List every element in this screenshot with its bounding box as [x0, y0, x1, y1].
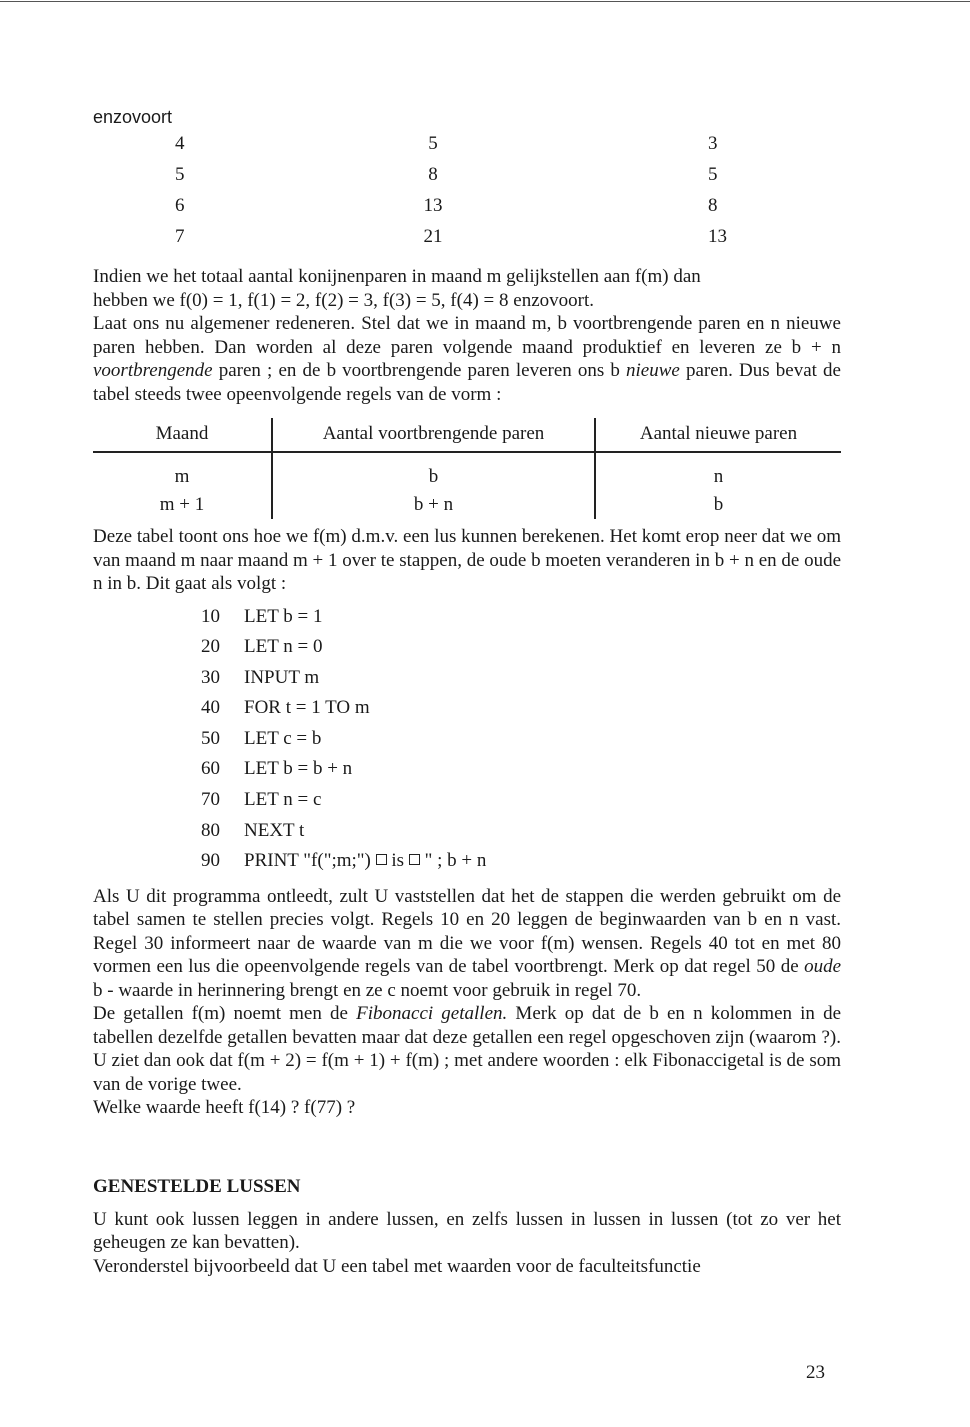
code-statement: LET n = 0 — [244, 636, 323, 658]
paragraph-general-part1: Laat ons nu algemener redeneren. Stel dat we in maand m, b voortbrengende paren en n nieuwe paren hebben. Dan worden al deze paren volgende maand produktief en leveren ze b + n — [93, 313, 841, 358]
code-statement: INPUT m — [244, 666, 320, 688]
code-line — [201, 758, 841, 789]
paragraph-fm-line2: hebben we f(0) = 1, f(1) = 2, f(2) = 3, f(3) = 5, f(4) = 8 enzovoort. — [93, 289, 594, 311]
code-statement: LET b = 1 — [244, 605, 323, 627]
line-number: 80 — [201, 819, 220, 841]
paragraph-nested: U kunt ook lussen leggen in andere lussen, en zelfs lussen in lussen in lussen (tot zo ver het geheugen ze kan bevatten). — [93, 1208, 841, 1254]
nieuw-value: 5 — [708, 164, 718, 185]
header-nieuw: Aantal nieuwe paren — [595, 418, 841, 452]
emphasis-fibonacci: Fibonacci getallen. — [356, 1003, 508, 1025]
nieuw-value: 13 — [708, 226, 727, 247]
voortbrengend-value: 21 — [423, 226, 443, 247]
line-number: 30 — [201, 666, 220, 688]
cell-nieuw: n — [713, 466, 724, 487]
code-line — [201, 850, 841, 881]
table-row — [93, 491, 841, 519]
header-maand: Maand — [93, 418, 272, 452]
line-number: 10 — [201, 605, 220, 627]
line-number: 60 — [201, 758, 220, 780]
code-line — [201, 636, 841, 667]
line-number: 20 — [201, 636, 220, 658]
paragraph-faculty: Veronderstel bijvoorbeeld dat U een tabel met waarden voor de faculteitsfunctie — [93, 1255, 701, 1277]
emphasis-nieuwe: nieuwe — [626, 360, 680, 381]
cell-voortbrengend: b + n — [272, 491, 595, 519]
pairs-table — [93, 418, 841, 519]
space-box-icon — [409, 854, 420, 865]
line-number: 70 — [201, 789, 220, 811]
line-number: 40 — [201, 697, 220, 719]
nieuw-value: 3 — [708, 133, 718, 154]
paragraph-fm-line1: Indien we het totaal aantal konijnenparen in maand m gelijkstellen aan f(m) dan — [93, 266, 701, 287]
maand-value: 7 — [175, 226, 185, 247]
voortbrengend-value: 13 — [423, 195, 443, 216]
code-statement — [244, 850, 486, 881]
paragraph-general-part3: paren. Dus bevat de tabel steeds twee opeenvolgende regels van de vorm : — [93, 360, 841, 405]
paragraph-fm — [93, 265, 841, 312]
number-row — [93, 226, 841, 257]
basic-program — [201, 606, 841, 881]
paragraph-explanation — [93, 885, 841, 1003]
cell-maand: m — [93, 452, 272, 491]
paragraph-explanation-part2: b - waarde in herinnering brengt en ze c noemt voor gebruik in regel 70. — [93, 979, 642, 1001]
table-row — [93, 452, 841, 491]
emphasis-oude: oude — [804, 956, 842, 978]
code-statement: NEXT t — [244, 819, 305, 841]
table-header-row — [93, 418, 841, 452]
print-part1: PRINT "f(";m;") — [244, 850, 371, 872]
voortbrengend-value: 5 — [428, 133, 438, 154]
code-line — [201, 789, 841, 820]
section-heading: GENESTELDE LUSSEN — [93, 1175, 301, 1197]
number-row — [93, 133, 841, 164]
code-statement: FOR t = 1 TO m — [244, 697, 370, 719]
paragraph-fibonacci-part1: De getallen f(m) noemt men de — [93, 1003, 348, 1025]
page-content — [93, 105, 841, 1278]
code-line — [201, 667, 841, 698]
print-part2: is — [391, 850, 405, 872]
nieuw-value: 8 — [708, 195, 718, 216]
code-statement: LET b = b + n — [244, 758, 353, 780]
paragraph-fibonacci-part2: Merk op dat de b en n kolommen in de tabellen dezelfde getallen bevatten maar dat deze getallen een regel opgeschoven zijn (waarom ?). U ziet dan ook dat f(m + 2) = f(m + 1) + f(m) ; met andere woorden : elk Fibonaccigetal is de som van de vorige twee. — [93, 1003, 842, 1095]
code-line — [201, 606, 841, 637]
maand-value: 5 — [175, 164, 185, 185]
emphasis-voortbrengende: voortbrengende — [93, 360, 213, 381]
maand-value: 4 — [175, 133, 185, 154]
number-table — [93, 133, 841, 257]
code-statement: LET c = b — [244, 727, 322, 749]
paragraph-fibonacci — [93, 1002, 841, 1096]
maand-value: 6 — [175, 195, 185, 216]
space-box-icon — [376, 854, 387, 865]
code-line — [201, 697, 841, 728]
cell-voortbrengend: b — [272, 452, 595, 491]
paragraph-general — [93, 312, 841, 406]
voortbrengend-value: 8 — [428, 164, 438, 185]
print-part3: " ; b + n — [424, 850, 487, 872]
line-number: 50 — [201, 727, 220, 749]
paragraph-question: Welke waarde heeft f(14) ? f(77) ? — [93, 1097, 356, 1119]
cell-nieuw: b — [713, 494, 724, 515]
code-statement: LET n = c — [244, 789, 322, 811]
paragraph-loop-intro: Deze tabel toont ons hoe we f(m) d.m.v. een lus kunnen berekenen. Het komt erop neer dat we om van maand m naar maand m + 1 over te stappen, de oude b moeten veranderen in b + n en de oude n in b. Dit gaat als volgt : — [93, 526, 841, 594]
number-row — [93, 195, 841, 226]
number-row — [93, 164, 841, 195]
header-voortbrengend: Aantal voortbrengende paren — [272, 418, 595, 452]
page-number: 23 — [806, 1362, 825, 1383]
top-rule — [0, 1, 970, 2]
line-number: 90 — [201, 850, 220, 872]
intro-text: enzovoort — [93, 107, 173, 127]
cell-maand: m + 1 — [93, 491, 272, 519]
paragraph-general-part2: paren ; en de b voortbrengende paren leveren ons b — [218, 360, 620, 381]
code-line — [201, 728, 841, 759]
paragraph-explanation-part1: Als U dit programma ontleedt, zult U vaststellen dat het de stappen die werden gebruikt om de tabel samen te stellen precies volgt. Regels 10 en 20 leggen de beginwaarden van b en n vast. Regel 30 informeert naar de waarde van m die we voor f(m) wensen. Regels 40 tot en met 80 vormen een lus die opeenvolgende regels van de tabel voortbrengt. Merk op dat regel 50 de — [93, 885, 841, 978]
code-line — [201, 820, 841, 851]
